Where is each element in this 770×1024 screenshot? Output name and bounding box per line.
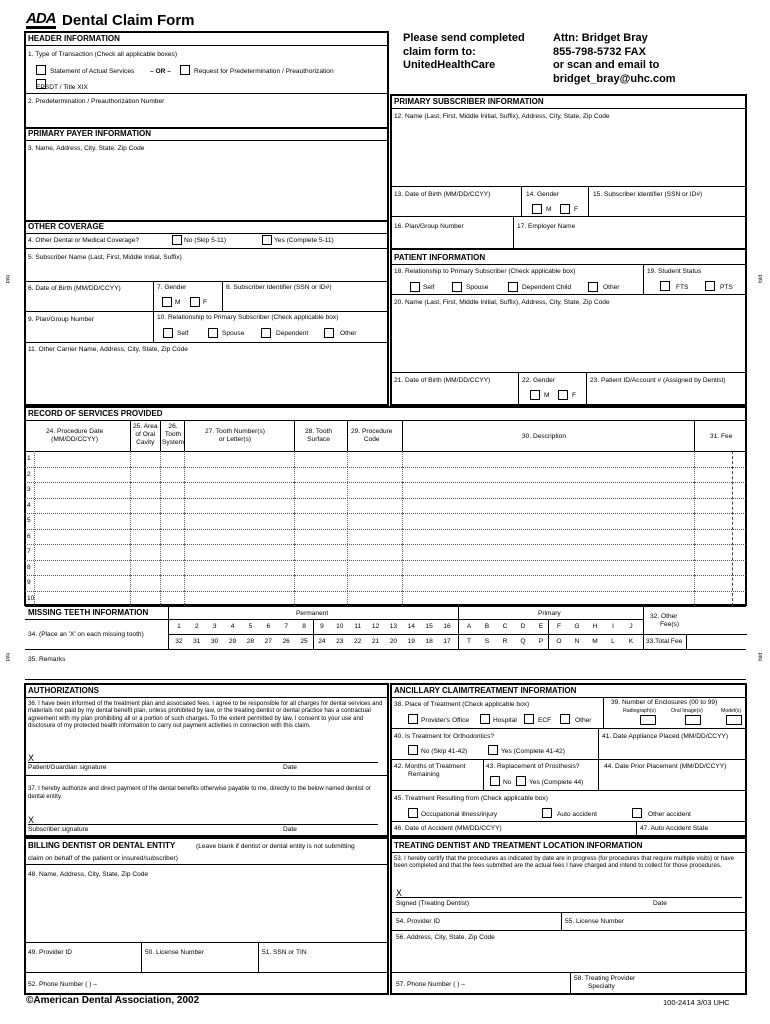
field-46-label: 46. Date of Accident (MM/DD/CCYY) <box>394 825 502 832</box>
col-26-header: 26. Tooth System <box>162 423 184 446</box>
other-accident-label: Other accident <box>648 811 691 818</box>
rel-other-checkbox[interactable] <box>324 328 334 338</box>
field-21-label: 21. Date of Birth (MM/DD/CCYY) <box>394 377 491 384</box>
field-57-label: 57. Phone Number ( ) – <box>396 981 465 988</box>
attn-contact: Attn: Bridget Bray 855-798-5732 FAX or scan and email to bridget_bray@uhc.com <box>553 32 676 85</box>
prosthesis-no-checkbox[interactable] <box>490 776 500 786</box>
subscriber-m-checkbox[interactable] <box>532 204 542 214</box>
rel-self-label: Self <box>177 330 189 337</box>
other-coverage-yes-label: Yes (Complete 5-11) <box>274 237 334 244</box>
service-row[interactable] <box>25 575 746 591</box>
col-29-header: 29. Procedure Code <box>351 428 393 443</box>
providers-office-label: Provider's Office <box>421 717 470 724</box>
field-15-label: 15. Subscriber Identifier (SSN or ID#) <box>593 191 703 198</box>
fts-checkbox[interactable] <box>660 281 670 291</box>
rel-dependent-label: Dependent <box>276 330 309 337</box>
prosthesis-yes-checkbox[interactable] <box>516 776 526 786</box>
primary-subscriber-title: PRIMARY SUBSCRIBER INFORMATION <box>394 97 544 106</box>
ecf-label: ECF <box>538 717 552 724</box>
service-row[interactable] <box>25 591 746 607</box>
field-38-label: 38. Place of Treatment (Check applicable box) <box>394 701 530 708</box>
field-20-label: 20. Name (Last, First, Middle Initial, Suffix), Address, City, State, Zip Code <box>394 299 610 306</box>
tooth-I[interactable]: I <box>612 623 614 630</box>
ecf-checkbox[interactable] <box>524 714 534 724</box>
rel-spouse-checkbox[interactable] <box>208 328 218 338</box>
sig1-date-label: Date <box>283 764 297 771</box>
radiographs-label: Radiograph(s) <box>623 708 656 714</box>
field-2-label: 2. Predetermination / Preauthorization Number <box>28 98 165 105</box>
field-39-label: 39. Number of Enclosures (00 to 99) <box>611 699 718 706</box>
service-row-number: 8 <box>27 563 31 571</box>
models-label: Model(s) <box>721 708 742 714</box>
tooth-3[interactable]: 3 <box>212 623 217 630</box>
header-info-title: HEADER INFORMATION <box>28 34 120 43</box>
ortho-no-checkbox[interactable] <box>408 745 418 755</box>
copyright: ©American Dental Association, 2002 <box>26 995 200 1006</box>
rel-self-checkbox[interactable] <box>163 328 173 338</box>
tooth-L[interactable]: L <box>611 638 615 645</box>
tooth-29[interactable]: 29 <box>228 638 237 645</box>
sig1-label: Patient/Guardian signature <box>28 764 107 771</box>
epsdt-label-visible: EPSDT / Title XIX <box>36 84 88 91</box>
ortho-yes-label: Yes (Complete 41-42) <box>501 748 565 755</box>
field-36-text: 36. I have been informed of the treatment plan and associated fees. I agree to be responsible for all charges for dental services and materials not paid by my dental benefit plan, unless prohibited by law, or the treating dentist or dental practice has a contractual agreement with my plan prohibiting all or a portion of such charges. To the extent permitted by law, I consent to your use and disclosure of my protected health information to carry out payment activities in connection with this claim. <box>28 700 383 729</box>
pat-dependent-label: Dependent Child <box>522 284 572 291</box>
tooth-27[interactable]: 27 <box>264 638 272 645</box>
tooth-17[interactable]: 17 <box>443 638 451 645</box>
field-35-label: 35. Remarks <box>28 656 66 663</box>
tooth-7[interactable]: 7 <box>284 623 289 630</box>
service-row-number: 6 <box>27 532 31 540</box>
subscriber-f-checkbox[interactable] <box>560 204 570 214</box>
right-column-frame <box>390 94 747 406</box>
tooth-G[interactable]: G <box>574 623 580 630</box>
fold-mark-right-bottom: fold <box>758 652 765 662</box>
service-row-number: 7 <box>27 548 31 555</box>
patient-m-checkbox[interactable] <box>530 390 540 400</box>
prosthesis-yes-label: Yes (Complete 44) <box>529 779 584 786</box>
other-coverage-title: OTHER COVERAGE <box>28 222 105 231</box>
fold-mark-left-bottom: fold <box>4 652 11 662</box>
ancillary-title: ANCILLARY CLAIM/TREATMENT INFORMATION <box>394 686 577 695</box>
pts-label: PTS <box>720 284 733 291</box>
tooth-K[interactable]: K <box>628 638 634 645</box>
subscriber-m-label: M <box>546 206 552 213</box>
rel-other-label: Other <box>340 330 357 337</box>
field-6-label: 6. Date of Birth (MM/DD/CCYY) <box>28 285 121 292</box>
tooth-4[interactable]: 4 <box>230 623 235 630</box>
field-14-label: 14. Gender <box>526 191 559 198</box>
service-row[interactable] <box>25 513 746 529</box>
col-28-header: 28. Tooth Surface <box>305 428 333 443</box>
subscriber-f-label: F <box>574 206 579 213</box>
field-11-label: 11. Other Carrier Name, Address, City, State, Zip Code <box>28 346 188 353</box>
services-title: RECORD OF SERVICES PROVIDED <box>28 409 163 418</box>
field-48-label: 48. Name, Address, City, State, Zip Code <box>28 871 149 878</box>
tooth-F[interactable]: F <box>556 623 562 630</box>
field-17-label: 17. Employer Name <box>517 223 576 230</box>
field-7-label: 7. Gender <box>157 284 187 291</box>
field-58-label: 58. Treating Provider Specialty <box>574 975 636 990</box>
tooth-C[interactable]: C <box>502 623 508 630</box>
tooth-T[interactable]: T <box>466 638 472 645</box>
field-40-label: 40. Is Treatment for Orthodontics? <box>394 733 495 740</box>
statement-actual-services-label: Statement of Actual Services <box>50 68 135 75</box>
tooth-D[interactable]: D <box>520 623 526 630</box>
other-accident-checkbox[interactable] <box>632 808 642 818</box>
auto-accident-checkbox[interactable] <box>542 808 552 818</box>
providers-office-checkbox[interactable] <box>408 714 418 724</box>
pat-spouse-checkbox[interactable] <box>452 282 462 292</box>
service-row-number: 9 <box>27 579 31 586</box>
statement-actual-services-checkbox[interactable] <box>36 65 46 75</box>
field-42-label: 42. Months of Treatment Remaining <box>394 763 466 778</box>
radiographs-input[interactable] <box>640 715 656 725</box>
service-row[interactable] <box>25 451 746 467</box>
field-49-label: 49. Provider ID <box>28 949 72 956</box>
other-coverage-no-checkbox[interactable] <box>172 235 182 245</box>
other-coverage-no-label: No (Skip 5-11) <box>184 237 227 244</box>
predetermination-checkbox[interactable] <box>180 65 190 75</box>
billing-title: BILLING DENTIST OR DENTAL ENTITY <box>28 841 176 850</box>
primary-payer-title: PRIMARY PAYER INFORMATION <box>28 129 151 138</box>
pat-spouse-label: Spouse <box>466 284 489 291</box>
col-30-header: 30. Description <box>522 433 566 440</box>
service-row[interactable] <box>25 467 746 483</box>
sig2-x: X <box>28 815 35 825</box>
field-54-label: 54. Provider ID <box>396 918 440 925</box>
tooth-5[interactable]: 5 <box>248 623 253 630</box>
other-place-label: Other <box>575 717 592 724</box>
field-8-label: 8. Subscriber Identifier (SSN or ID#) <box>226 284 332 291</box>
sig3-x: X <box>396 888 403 898</box>
tooth-A[interactable]: A <box>466 623 472 630</box>
tooth-1[interactable]: 1 <box>177 623 181 630</box>
field-55-label: 55. License Number <box>565 918 625 925</box>
fold-mark-left-top: fold <box>4 274 11 284</box>
rel-spouse-label: Spouse <box>222 330 245 337</box>
tooth-11[interactable]: 11 <box>354 623 362 630</box>
patient-m-label: M <box>544 392 550 399</box>
tooth-2[interactable]: 2 <box>194 623 199 630</box>
field-4-label: 4. Other Dental or Medical Coverage? <box>28 237 140 244</box>
col-24-header: 24. Procedure Date (MM/DD/CCYY) <box>46 428 104 443</box>
service-row[interactable] <box>25 482 746 498</box>
service-row[interactable] <box>25 544 746 560</box>
pat-self-checkbox[interactable] <box>410 282 420 292</box>
form-code: 100-2414 3/03 UHC <box>663 998 730 1007</box>
tooth-6[interactable]: 6 <box>266 623 271 630</box>
tooth-8[interactable]: 8 <box>302 623 306 630</box>
predetermination-label: Request for Predetermination / Preauthorization <box>194 68 334 75</box>
tooth-21[interactable]: 21 <box>371 638 380 645</box>
sig3-label: Signed (Treating Dentist) <box>396 900 470 907</box>
col-31-header: 31. Fee <box>710 433 733 440</box>
tooth-22[interactable]: 22 <box>354 638 362 645</box>
or-label: – OR – <box>150 68 171 75</box>
tooth-N[interactable]: N <box>574 638 580 645</box>
other-place-checkbox[interactable] <box>560 714 570 724</box>
field-7-f-label: F <box>203 299 208 306</box>
field-51-label: 51. SSN or TIN <box>262 949 307 956</box>
field-19-label: 19. Student Status <box>647 268 702 275</box>
tooth-14[interactable]: 14 <box>407 623 415 630</box>
field-44-label: 44. Date Prior Placement (MM/DD/CCYY) <box>604 763 727 770</box>
fold-mark-right-top: fold <box>758 274 765 284</box>
pat-self-label: Self <box>423 284 435 291</box>
patient-f-label: F <box>572 392 577 399</box>
service-row-number: 4 <box>27 501 31 509</box>
service-row-number: 2 <box>27 470 31 478</box>
field-47-label: 47. Auto Accident State <box>640 825 709 832</box>
tooth-23[interactable]: 23 <box>336 638 344 645</box>
tooth-O[interactable]: O <box>556 638 562 645</box>
tooth-25[interactable]: 25 <box>300 638 308 645</box>
billing-note: (Leave blank if dentist or dental entity is not submitting <box>196 843 355 850</box>
col-25-header: 25. Area of Oral Cavity <box>133 423 158 446</box>
sig1-x: X <box>28 753 35 763</box>
service-row[interactable] <box>25 560 746 576</box>
tooth-15[interactable]: 15 <box>425 623 433 630</box>
field-16-label: 16. Plan/Group Number <box>394 223 464 230</box>
models-input[interactable] <box>726 715 742 725</box>
tooth-12[interactable]: 12 <box>371 623 380 630</box>
tooth-J[interactable]: J <box>629 623 633 630</box>
field-34-label: 34. (Place an 'X' on each missing tooth) <box>28 631 144 638</box>
field-9-label: 9. Plan/Group Number <box>28 316 94 323</box>
oral-images-input[interactable] <box>685 715 701 725</box>
other-coverage-yes-checkbox[interactable] <box>262 235 272 245</box>
field-23-label: 23. Patient ID/Account # (Assigned by Dentist) <box>590 377 726 384</box>
tooth-26[interactable]: 26 <box>282 638 290 645</box>
tooth-M[interactable]: M <box>592 638 598 645</box>
service-row-number: 10 <box>27 594 35 602</box>
billing-note-2: claim on behalf of the patient or insured/subscriber) <box>28 855 178 862</box>
tooth-30[interactable]: 30 <box>211 638 219 645</box>
field-1-label: 1. Type of Transaction (Check all applicable boxes) <box>28 51 178 58</box>
occupational-label: Occupational illness/injury <box>421 811 498 818</box>
ortho-yes-checkbox[interactable] <box>488 745 498 755</box>
occupational-checkbox[interactable] <box>408 808 418 818</box>
ada-logo: ADA <box>26 10 56 27</box>
field-53-text: 53. I hereby certify that the procedures as indicated by date are in progress (for procedures that require multiple visits) or have been completed and that the fees submitted are the actual fees I have charged and intend to collect for those procedures. <box>394 855 735 870</box>
primary-label: Primary <box>538 610 561 617</box>
field-32-label: 32. Other Fee(s) <box>650 613 680 628</box>
tooth-10[interactable]: 10 <box>336 623 344 630</box>
tooth-32[interactable]: 32 <box>175 638 183 645</box>
field-12-label: 12. Name (Last, First, Middle Initial, Suffix), Address, City, State, Zip Code <box>394 113 610 120</box>
send-instructions: Please send completed claim form to: UnitedHealthCare <box>403 32 525 71</box>
auto-accident-label: Auto accident <box>557 811 597 818</box>
fts-label: FTS <box>676 284 689 291</box>
field-5-label: 5. Subscriber Name (Last, First, Middle Initial, Suffix) <box>28 254 182 261</box>
oral-images-label: Oral Image(s) <box>671 708 703 714</box>
field-41-label: 41. Date Appliance Placed (MM/DD/CCYY) <box>602 733 729 740</box>
tooth-28[interactable]: 28 <box>246 638 255 645</box>
field-13-label: 13. Date of Birth (MM/DD/CCYY) <box>394 191 491 198</box>
permanent-label: Permanent <box>296 610 329 617</box>
tooth-31[interactable]: 31 <box>193 638 201 645</box>
patient-info-title: PATIENT INFORMATION <box>394 253 486 262</box>
field-18-label: 18. Relationship to Primary Subscriber (Check applicable box) <box>394 268 576 275</box>
hospital-checkbox[interactable] <box>480 714 490 724</box>
patient-f-checkbox[interactable] <box>558 390 568 400</box>
field-56-label: 56. Address, City, State, Zip Code <box>396 934 495 941</box>
service-row-number: 5 <box>27 517 31 524</box>
authorizations-title: AUTHORIZATIONS <box>28 686 99 695</box>
service-row-number: 1 <box>27 455 31 462</box>
rel-dependent-checkbox[interactable] <box>261 328 271 338</box>
field-50-label: 50. License Number <box>145 949 205 956</box>
sig2-date-label: Date <box>283 826 297 833</box>
tooth-18[interactable]: 18 <box>425 638 433 645</box>
field-33-label: 33.Total Fee <box>646 638 683 645</box>
tooth-H[interactable]: H <box>592 623 598 630</box>
tooth-Q[interactable]: Q <box>520 638 526 645</box>
field-7-m-checkbox[interactable] <box>162 297 172 307</box>
tooth-24[interactable]: 24 <box>318 638 326 645</box>
sig2-label: Subscriber signature <box>28 826 89 833</box>
prosthesis-no-label: No <box>503 779 512 786</box>
service-row[interactable] <box>25 498 746 514</box>
pat-other-checkbox[interactable] <box>588 282 598 292</box>
service-row-number: 3 <box>27 486 31 493</box>
tooth-13[interactable]: 13 <box>389 623 398 630</box>
missing-teeth-title: MISSING TEETH INFORMATION <box>28 608 149 617</box>
sig3-date-label: Date <box>653 900 667 907</box>
tooth-P[interactable]: P <box>538 638 544 645</box>
tooth-9[interactable]: 9 <box>320 623 324 630</box>
field-3-label: 3. Name, Address, City, State, Zip Code <box>28 145 145 152</box>
treating-title: TREATING DENTIST AND TREATMENT LOCATION INFORMATION <box>394 841 643 850</box>
tooth-B[interactable]: B <box>484 623 490 630</box>
field-7-m-label: M <box>175 299 181 306</box>
service-row[interactable] <box>25 529 746 545</box>
tooth-R[interactable]: R <box>502 638 508 645</box>
pat-other-label: Other <box>603 284 620 291</box>
tooth-16[interactable]: 16 <box>443 623 451 630</box>
hospital-label: Hospital <box>493 717 517 724</box>
tooth-19[interactable]: 19 <box>407 638 415 645</box>
field-7-f-checkbox[interactable] <box>190 297 200 307</box>
field-43-label: 43. Replacement of Prosthesis? <box>486 763 580 770</box>
pts-checkbox[interactable] <box>705 281 715 291</box>
field-10-label: 10. Relationship to Primary Subscriber (Check applicable box) <box>157 314 339 321</box>
col-27-header: 27. Tooth Number(s) or Letter(s) <box>205 428 265 443</box>
ortho-no-label: No (Skip 41-42) <box>421 748 468 755</box>
tooth-E[interactable]: E <box>538 623 544 630</box>
tooth-20[interactable]: 20 <box>389 638 398 645</box>
tooth-S[interactable]: S <box>484 638 490 645</box>
field-52-label: 52. Phone Number ( ) – <box>28 981 97 988</box>
form-title: Dental Claim Form <box>62 12 195 29</box>
pat-dependent-checkbox[interactable] <box>508 282 518 292</box>
field-45-label: 45. Treatment Resulting from (Check applicable box) <box>394 795 548 802</box>
field-37-text: 37. I hereby authorize and direct payment of the dental benefits otherwise payable to me, directly to the below named dentist or dental entity. <box>28 785 371 800</box>
field-22-label: 22. Gender <box>522 377 555 384</box>
